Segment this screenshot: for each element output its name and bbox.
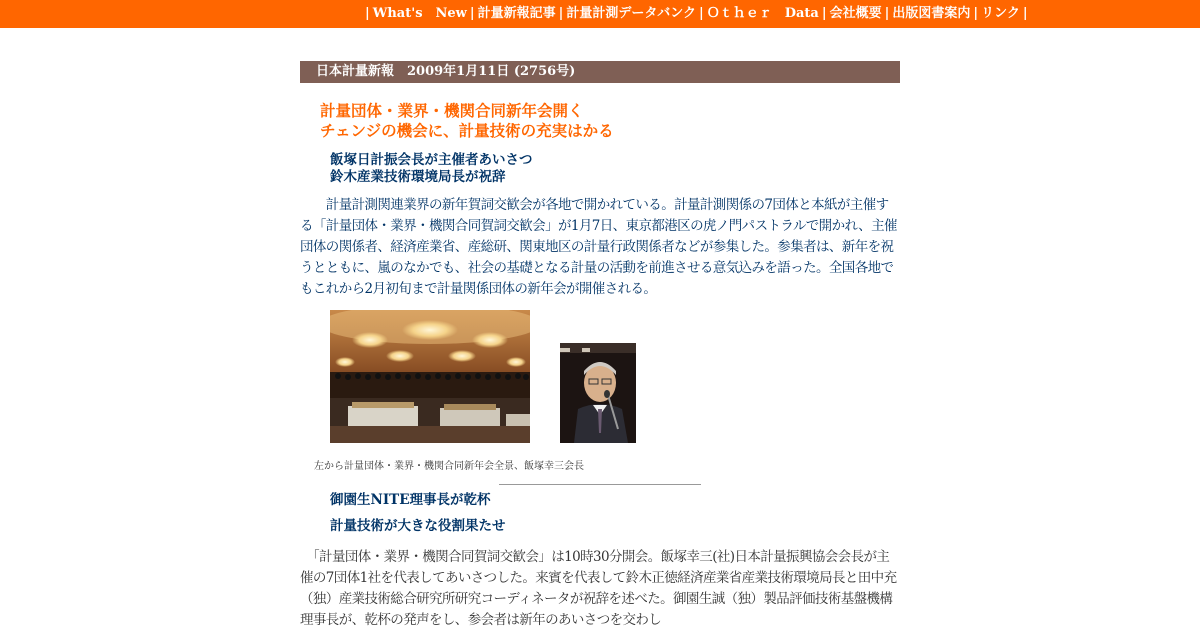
nav-link-links[interactable]: リンク xyxy=(981,6,1020,21)
article-paragraph-2: 「計量団体・業界・機関合同賀詞交歓会」は10時30分開会。飯塚幸三(社)日本計量振興協会会長が主催の7団体1社を代表してあいさつした。来賓を代表して鈴木正徳経済産業省産業技術環境局長と田中充（独）産業技術総合研究所研究コーディネータが祝辞を述べた。御園生誠（独）製品評価技術基盤機構理事長が、乾杯の発声をし、参会者は新年のあいさつを交わし xyxy=(300,549,897,628)
nav-separator: | xyxy=(973,6,979,21)
nav-separator: | xyxy=(884,6,890,21)
article-headline xyxy=(320,101,614,141)
article-paragraph-1: 計量計測関連業界の新年賀詞交歓会が各地で開かれている。計量計測関係の7団体と本紙が主催する「計量団体・業界・機関合同賀詞交歓会」が1月7日、東京都港区の虎ノ門パストラルで開かれ、主催団体の関係者、経済産業省、産総研、関東地区の計量行政関係者などが参集した。参集者は、新年を祝うとともに、嵐のなかでも、社会の基礎となる計量の活動を前進させる意気込みを語った。全国各地でもこれから2月初旬まで計量関係団体の新年会が開催される。 xyxy=(300,197,897,297)
photo-caption: 左から計量団体・業界・機関合同新年会全景、飯塚幸三会長 xyxy=(314,461,584,472)
subheading-1-line-1: 飯塚日計振会長が主催者あいさつ xyxy=(330,152,533,168)
nav-separator: | xyxy=(469,6,475,21)
issue-dateline: 日本計量新報 2009年1月11日 (2756号) xyxy=(300,61,900,83)
nav-link-whats-new[interactable]: What's New xyxy=(372,6,467,21)
headline-line-1: 計量団体・業界・機関合同新年会開く xyxy=(320,101,584,120)
subheading-3: 計量技術が大きな役割果たせ xyxy=(330,518,506,534)
nav-link-publications[interactable]: 出版図書案内 xyxy=(892,6,971,21)
nav-separator: | xyxy=(365,6,370,21)
subheading-1-line-2: 鈴木産業技術環境局長が祝辞 xyxy=(330,168,506,185)
nav-links xyxy=(362,0,1031,28)
nav-separator: | xyxy=(821,6,827,21)
nav-link-databank[interactable]: 計量計測データバンク xyxy=(566,6,696,21)
nav-separator: | xyxy=(558,6,564,21)
subheading-2: 御園生NITE理事長が乾杯 xyxy=(330,492,491,508)
headline-line-2: チェンジの機会に、計量技術の充実はかる xyxy=(320,121,614,140)
chairman-portrait-photo xyxy=(560,343,636,443)
nav-link-articles[interactable]: 計量新報記事 xyxy=(477,6,556,21)
banquet-hall-photo-image xyxy=(330,310,530,443)
subheading-1 xyxy=(330,152,533,185)
chairman-portrait-image xyxy=(560,343,636,443)
section-divider xyxy=(499,484,701,485)
nav-link-company[interactable]: 会社概要 xyxy=(829,6,882,21)
nav-separator: | xyxy=(698,6,704,21)
nav-link-other-data[interactable]: Ｏｔｈｅｒ Data xyxy=(706,6,819,21)
top-navigation-bar xyxy=(0,0,1200,28)
banquet-hall-photo xyxy=(330,310,530,443)
nav-separator: | xyxy=(1022,6,1028,21)
